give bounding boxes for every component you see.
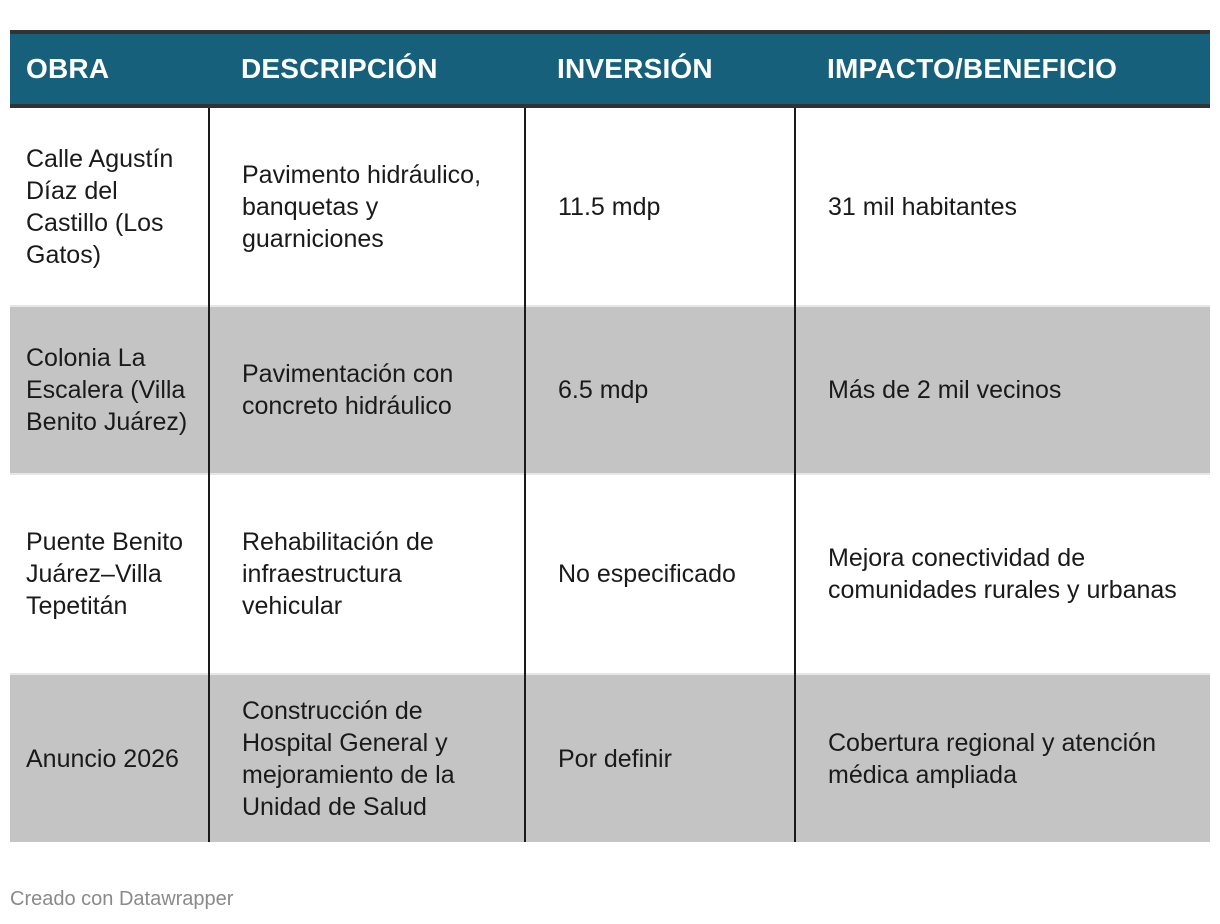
data-table-container	[10, 30, 1210, 842]
data-table	[10, 30, 1210, 842]
column-header-inversion[interactable]: INVERSIÓN	[525, 32, 795, 106]
cell-impacto: Mejora conectividad de comunidades rurales y urbanas	[795, 474, 1210, 674]
cell-obra: Calle Agustín Díaz del Castillo (Los Gatos)	[10, 106, 209, 306]
table-row	[10, 106, 1210, 306]
cell-inversion: 11.5 mdp	[525, 106, 795, 306]
cell-obra: Puente Benito Juárez–Villa Tepetitán	[10, 474, 209, 674]
cell-impacto: Cobertura regional y atención médica ampliada	[795, 674, 1210, 842]
cell-descripcion: Pavimento hidráulico, banquetas y guarniciones	[209, 106, 525, 306]
column-header-impacto[interactable]: IMPACTO/BENEFICIO	[795, 32, 1210, 106]
table-row	[10, 674, 1210, 842]
cell-descripcion: Rehabilitación de infraestructura vehicular	[209, 474, 525, 674]
datawrapper-credit[interactable]: Creado con Datawrapper	[10, 888, 234, 910]
table-row	[10, 306, 1210, 474]
cell-inversion: Por definir	[525, 674, 795, 842]
cell-obra: Anuncio 2026	[10, 674, 209, 842]
cell-impacto: 31 mil habitantes	[795, 106, 1210, 306]
column-header-obra[interactable]: OBRA	[10, 32, 209, 106]
cell-impacto: Más de 2 mil vecinos	[795, 306, 1210, 474]
table-row	[10, 474, 1210, 674]
column-header-descripcion[interactable]: DESCRIPCIÓN	[209, 32, 525, 106]
cell-obra: Colonia La Escalera (Villa Benito Juárez)	[10, 306, 209, 474]
table-header-row	[10, 32, 1210, 106]
cell-inversion: 6.5 mdp	[525, 306, 795, 474]
cell-descripcion: Pavimentación con concreto hidráulico	[209, 306, 525, 474]
cell-inversion: No especificado	[525, 474, 795, 674]
cell-descripcion: Construcción de Hospital General y mejoramiento de la Unidad de Salud	[209, 674, 525, 842]
